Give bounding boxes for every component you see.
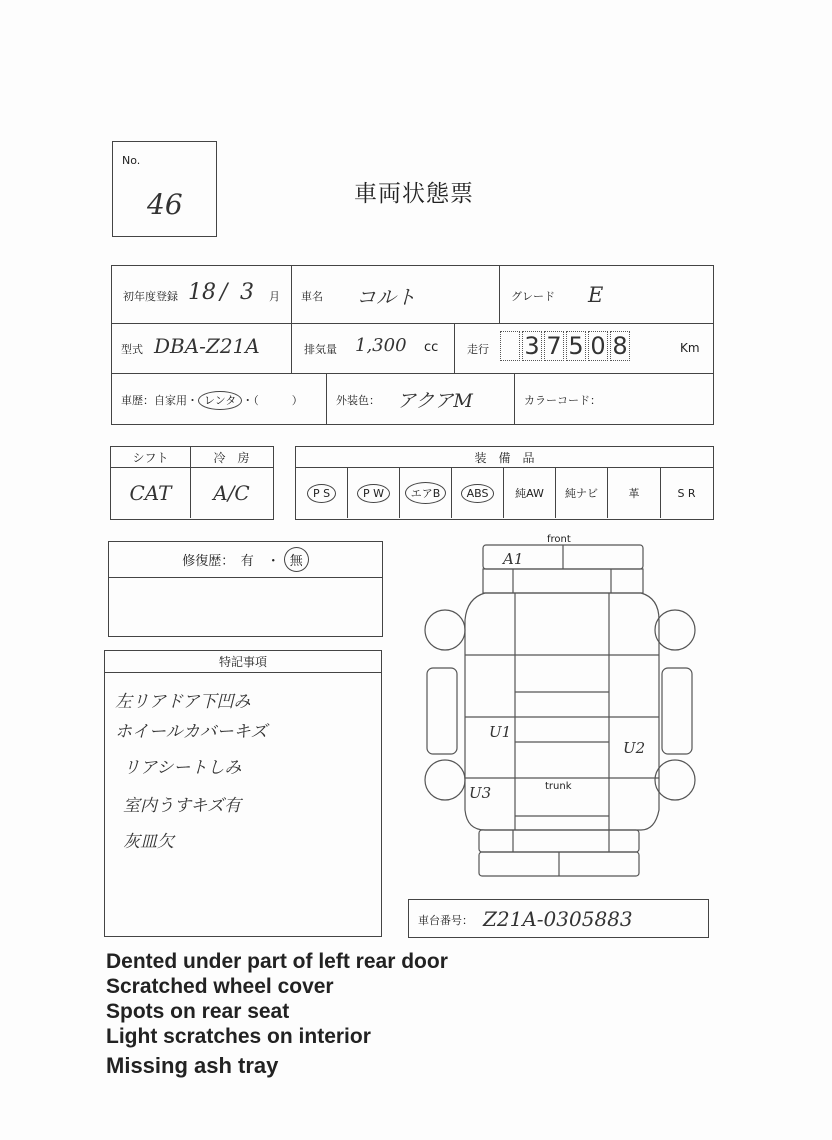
equipment-item <box>504 468 556 518</box>
english-note: Light scratches on interior <box>106 1025 371 1048</box>
equipment-item-label: 純AW <box>515 487 544 500</box>
mileage-digit: 8 <box>610 331 630 361</box>
displacement-value: 1,300 <box>355 335 407 356</box>
equipment-item <box>296 468 348 518</box>
first-registration-unit: 月 <box>269 290 280 303</box>
shift-value <box>111 468 191 518</box>
special-note-line: 室内うすキズ有 <box>123 796 241 816</box>
page-title: 車両状態票 <box>354 181 474 207</box>
chassis-number-label: 車台番号： <box>418 914 473 927</box>
car-name-cell <box>292 266 500 323</box>
equipment-item <box>400 468 452 518</box>
ac-label: 冷 房 <box>213 450 250 465</box>
mileage-unit: Km <box>680 341 700 355</box>
mileage-cell <box>455 324 713 373</box>
vehicle-info-table <box>111 265 714 425</box>
exterior-color-label: 外装色： <box>336 394 380 407</box>
model-label: 型式 <box>121 343 143 356</box>
shift-ac-table <box>110 446 274 520</box>
diagram-trunk-label: trunk <box>545 781 572 792</box>
special-note-line: 左リアドア下凹み <box>115 692 251 712</box>
first-registration-cell <box>112 266 292 323</box>
color-code-cell <box>515 374 713 424</box>
history-cell <box>112 374 327 424</box>
damage-mark: U1 <box>489 723 512 741</box>
info-row-3 <box>112 374 713 424</box>
color-code-label: カラーコード： <box>524 394 601 407</box>
history-selected: レンタ <box>198 391 242 410</box>
equipment-item-label: エアB <box>405 482 447 504</box>
info-row-2 <box>112 324 713 374</box>
equipment-item-label: P S <box>307 484 336 503</box>
first-registration-month: 3 <box>240 280 254 305</box>
repair-history-selected: 無 <box>284 547 309 572</box>
grade-value: E <box>588 283 604 307</box>
first-registration-year: 18 <box>188 280 216 305</box>
first-registration-label: 初年度登録 <box>123 290 178 303</box>
damage-mark: A1 <box>503 550 524 568</box>
chassis-number-box <box>408 899 709 938</box>
chassis-number-value: Z21A-0305883 <box>483 907 633 931</box>
damage-mark: U3 <box>469 784 492 802</box>
equipment-item-label: P W <box>357 484 390 503</box>
equipment-items <box>296 468 713 518</box>
model-value: DBA-Z21A <box>154 334 260 358</box>
displacement-unit: cc <box>424 340 439 355</box>
equipment-title: 装 備 品 <box>296 447 713 468</box>
shift-label: シフト <box>111 447 191 467</box>
english-note: Spots on rear seat <box>106 1000 290 1023</box>
equipment-item <box>452 468 504 518</box>
shift-value-text: CAT <box>129 481 172 505</box>
car-damage-diagram <box>415 530 705 882</box>
equipment-item <box>556 468 608 518</box>
shift-ac-header <box>111 447 273 468</box>
mileage-digit: 7 <box>544 331 564 361</box>
mileage-digit: 5 <box>566 331 586 361</box>
ac-value <box>191 468 272 518</box>
grade-label: グレード <box>511 290 555 303</box>
displacement-cell <box>292 324 455 373</box>
equipment-item-label: 純ナビ <box>565 487 598 500</box>
displacement-label: 排気量 <box>304 343 337 356</box>
special-note-line: 灰皿欠 <box>123 832 174 852</box>
equipment-item-label: 革 <box>628 487 640 500</box>
repair-history-box <box>108 541 383 637</box>
number-box <box>112 141 217 237</box>
special-note-line: リアシートしみ <box>123 758 242 778</box>
equipment-item-label: S R <box>677 486 696 500</box>
special-notes-title: 特記事項 <box>105 651 381 673</box>
damage-mark: U2 <box>623 739 646 757</box>
history-label: 車歴：自家用・ <box>121 394 198 407</box>
equipment-item <box>348 468 400 518</box>
equipment-item <box>661 468 712 518</box>
special-notes-box <box>104 650 382 937</box>
mileage-digits <box>500 331 632 361</box>
info-row-1 <box>112 266 713 324</box>
repair-history-label: 修復歴： 有 ・ <box>182 554 280 569</box>
history-rest: ・（ ） <box>242 394 303 407</box>
number-value: 46 <box>147 188 183 221</box>
equipment-table <box>295 446 714 520</box>
history-text <box>121 392 303 408</box>
equipment-item-label: ABS <box>461 484 495 503</box>
car-name-value: コルト <box>356 285 416 309</box>
english-note: Scratched wheel cover <box>106 975 334 998</box>
exterior-color-cell <box>327 374 515 424</box>
diagram-front-label: front <box>547 534 571 545</box>
mileage-label: 走行 <box>467 343 489 356</box>
mileage-digit: 0 <box>588 331 608 361</box>
equipment-item <box>608 468 661 518</box>
exterior-color-value: アクアM <box>397 390 473 412</box>
grade-cell <box>500 266 713 323</box>
repair-history-header <box>109 542 382 578</box>
english-note: Dented under part of left rear door <box>106 950 448 973</box>
ac-value-text: A/C <box>213 481 250 505</box>
english-note: Missing ash tray <box>106 1053 279 1078</box>
model-cell <box>112 324 292 373</box>
shift-ac-values <box>111 468 273 518</box>
first-registration-sep: / <box>220 280 228 305</box>
mileage-digit <box>500 331 520 361</box>
special-note-line: ホイールカバーキズ <box>115 722 268 742</box>
mileage-digit: 3 <box>522 331 542 361</box>
car-name-label: 車名 <box>301 290 323 303</box>
number-label: No. <box>122 154 141 167</box>
